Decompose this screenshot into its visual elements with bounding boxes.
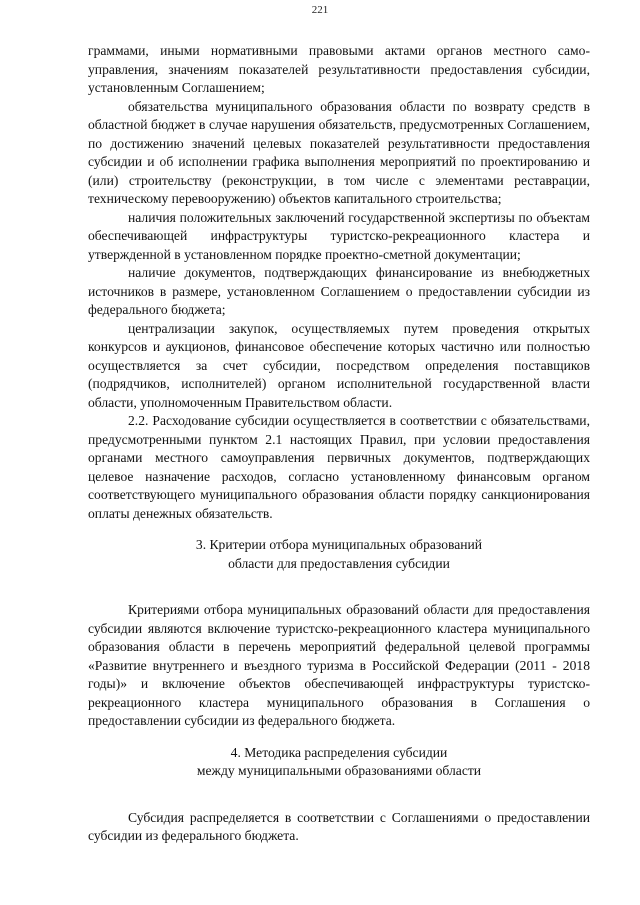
page-number: 221 [311, 4, 329, 16]
paragraph-documents: наличие документов, подтверждающих финансирование из внебюджетных источников в размере, установленном Соглашением о предоставлении субсидии из федерального бюджета; [88, 265, 590, 317]
paragraph-procurement: централизации закупок, осуществляемых путем проведения открытых конкурсов и аукционов, финансовое обеспечение которых частично или полностью осуществляется за счет субсидии, посредством определения поставщиков (подрядчиков, исполнителей) органом исполнительной государственной власти области, уполномоченным Правительством области. [88, 320, 590, 410]
paragraph-2-2: 2.2. Расходование субсидии осуществляется в соответствии с обязательствами, предусмотренными пунктом 2.1 настоящих Правил, при условии предоставления органами местного самоуправления первичных документов, подтверждающих целевое назначение расходов, согласно установленному финансовым органом соответствующего муниципального образования области порядку санкционирования оплаты денежных обязательств. [88, 413, 590, 521]
section-3-heading-line1: 3. Критерии отбора муниципальных образований [195, 537, 483, 552]
paragraph-continuation: граммами, иными нормативными правовыми актами органов местного самоуправления, значениям показателей результативности предоставления субсидии, установленным Соглашением; [88, 43, 590, 95]
section-4-text: Субсидия распределяется в соответствии с Соглашениями о предоставлении субсидии из федерального бюджета. [88, 809, 590, 843]
section-4-heading-line1: 4. Методика распределения субсидии [230, 744, 448, 760]
section-3-text: Критериями отбора муниципальных образований области для предоставления субсидии являются включение туристско-рекреационного кластера муниципального образования области в перечень мероприятий федеральной целевой программы «Развитие внутреннего и въездного туризма в Российской Федерации (2011 - 2018 годы)» и включение объектов обеспечивающей инфраструктуры туристско-рекреационного кластера муниципального образования в Соглашения о предоставлении субсидии из федерального бюджета. [88, 602, 590, 728]
section-4-heading-line2: между муниципальными образованиями области [196, 763, 482, 778]
paragraph-obligations-return: обязательства муниципального образования области по возврату средств в областной бюджет в случае нарушения обязательств, предусмотренных Соглашением, по достижению значений целевых показателей результативности предоставления субсидии и об исполнении графика выполнения мероприятий по проектированию и (или) строительству (реконструкции, в том числе с элементами реставрации, техническому перевооружению) объектов капитального строительства; [88, 98, 590, 206]
paragraph-expertise: наличия положительных заключений государственной экспертизы по объектам обеспечивающей инфраструктуры туристско-рекреационного кластера и утвержденной в установленном порядке проектно-сметной документации; [88, 209, 590, 262]
document-body [88, 42, 590, 846]
section-3-heading-line2: области для предоставления субсидии [228, 555, 450, 571]
